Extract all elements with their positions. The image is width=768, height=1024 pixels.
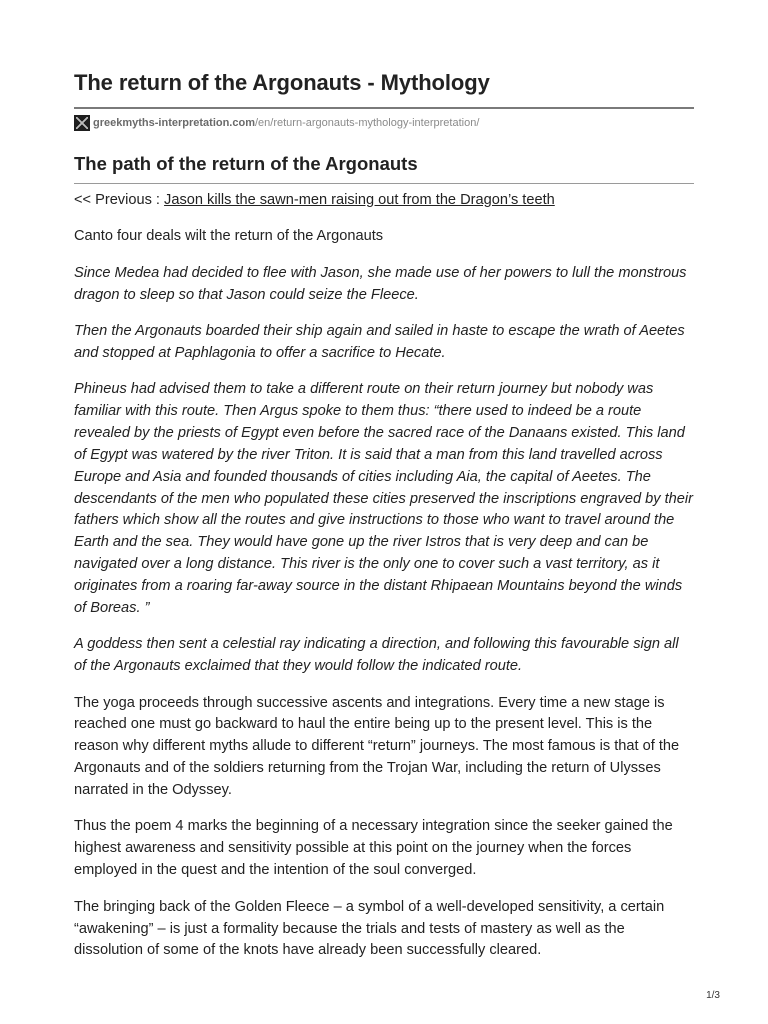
source-path[interactable]: /en/return-argonauts-mythology-interpretation/ [254, 117, 480, 129]
paragraph-aeetes: Then the Argonauts boarded their ship again and sailed in haste to escape the wrath of Aeetes and stopped at Paphlagonia to offer a sacrifice to Hecate. [74, 322, 685, 361]
source-domain[interactable]: greekmyths-interpretation.com [93, 117, 255, 129]
paragraph-medea: Since Medea had decided to flee with Jason, she made use of her powers to lull the monstrous dragon to sleep so that Jason could seize the Fleece. [74, 264, 687, 303]
previous-prefix: << Previous : [74, 192, 165, 208]
page-title: The return of the Argonauts - Mythology [74, 70, 490, 95]
title-divider [74, 107, 694, 109]
paragraph-goddess: A goddess then sent a celestial ray indicating a direction, and following this favourable sign all of the Argonauts exclaimed that they would follow the indicated route. [74, 636, 679, 675]
paragraph-yoga: The yoga proceeds through successive ascents and integrations. Every time a new stage is reached one must go backward to haul the entire being up to the present level. This is the reason why different myths allude to different “return” journeys. The most famous is that of the Argonauts and of the soldiers returning from the Trojan War, including the return of Ulysses narrated in the Odyssey. [74, 694, 680, 799]
site-favicon-icon [74, 115, 90, 131]
article-body [74, 190, 694, 977]
heading-divider [74, 183, 694, 184]
page-number: 1/3 [706, 990, 720, 1001]
section-heading: The path of the return of the Argonauts [74, 153, 418, 174]
paragraph-integration: Thus the poem 4 marks the beginning of a necessary integration since the seeker gained the highest awareness and sensitivity possible at this point on the journey when the forces employed in the quest and the intention of the soul converged. [74, 818, 673, 879]
paragraph-golden-fleece: The bringing back of the Golden Fleece – a symbol of a well-developed sensitivity, a certain “awakening” – is just a formality because the trials and tests of mastery as well as the dissolution of some of the knots have already been successfully cleared. [74, 898, 665, 959]
previous-link[interactable]: Jason kills the sawn-men raising out from the Dragon’s teeth [164, 192, 555, 208]
previous-nav [74, 190, 694, 212]
paragraph-intro: Canto four deals wilt the return of the Argonauts [74, 228, 384, 245]
source-line [74, 114, 479, 132]
paragraph-phineus: Phineus had advised them to take a different route on their return journey but nobody was familiar with this route. Then Argus spoke to them thus: “there used to indeed be a route revealed by the priests of Egypt even before the sacred race of the Danaans existed. This land of Egypt was watered by the river Triton. It is said that a man from this land travelled across Europe and Asia and founded thousands of cities including Aia, the capital of Aeetes. The descendants of the men who populated these cities preserved the inscriptions engraved by their fathers which show all the routes and give instructions to those who want to travel around the Earth and the sea. They would have gone up the river Istros that is very deep and can be navigated over a long distance. This river is the only one to cover such a vast territory, as it originates from a roaring far-away source in the distant Rhipaean Mountains beyond the winds of Boreas. ” [74, 381, 693, 617]
